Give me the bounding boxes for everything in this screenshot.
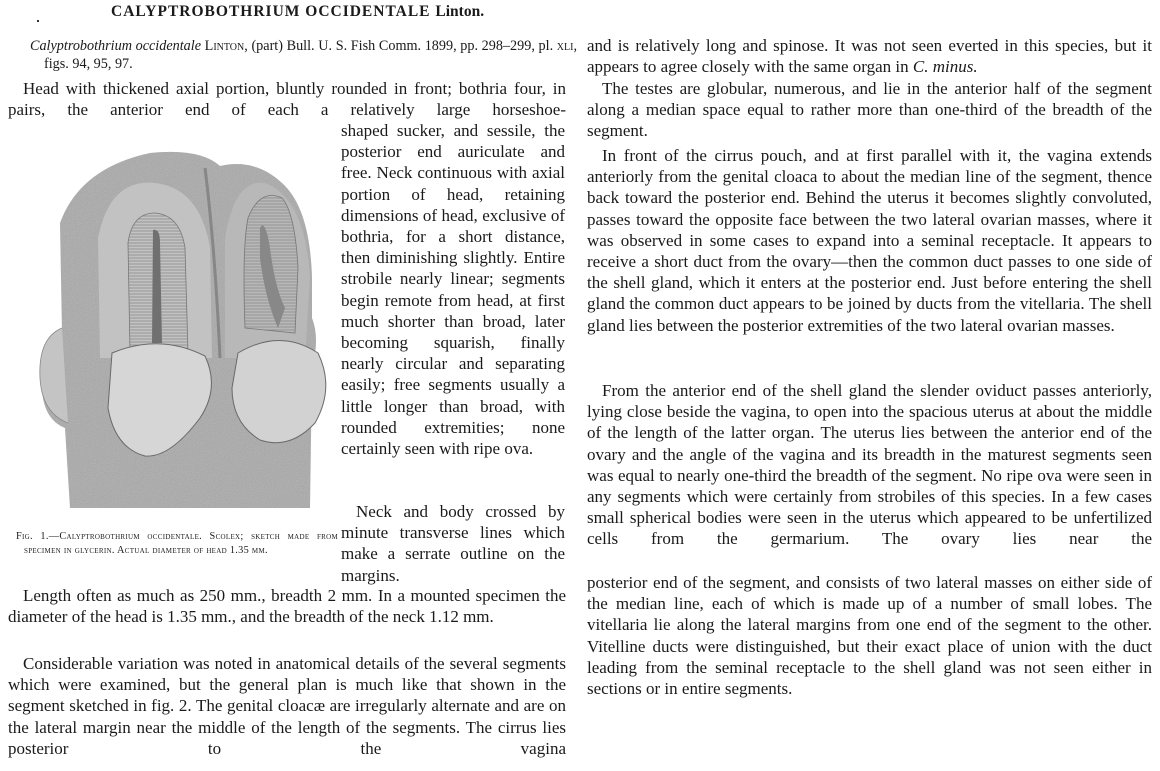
title-text: CALYPTROBOTHRIUM OCCIDENTALE — [111, 3, 431, 20]
scolex-illustration — [20, 128, 330, 508]
anatomy-variation-paragraph — [8, 653, 566, 759]
plate-number: xli — [556, 38, 574, 54]
head-paragraph-full-width: Head with thickened axial portion, bluntly rounded in front; bothria four, in pairs, the anterior end of each a relatively large horseshoe- — [8, 79, 566, 120]
title-author: Linton. — [435, 3, 485, 20]
neck-paragraph: Neck and body crossed by minute transverse lines which make a serrate outline on the margins. — [341, 502, 565, 585]
citation-text: , (part) Bull. U. S. Fish Comm. 1899, pp. 298–299, pl. — [244, 38, 557, 54]
print-speck — [37, 20, 39, 22]
vagina-paragraph — [587, 145, 1152, 336]
cirrus-continued-paragraph — [587, 35, 1152, 77]
synonymy-citation — [30, 37, 577, 73]
cirrus-text-body: and is relatively long and spinose. It was not seen everted in this species, but it appears to agree closely with the same organ in — [587, 36, 1152, 77]
oviduct-paragraph — [587, 380, 1152, 550]
length-text: Length often as much as 250 mm., breadth 2 mm. In a mounted specimen the diameter of the head is 1.35 mm., and the breadth of the neck 1.12 mm. — [8, 586, 566, 627]
citation-author: Linton — [204, 38, 245, 54]
figure-refs: , figs. 94, 95, 97. — [44, 38, 577, 72]
species-ref-italic: C. minus. — [912, 57, 978, 77]
testes-text: The testes are globular, numerous, and lie in the anterior half of the segment along a median space equal to rather more than one-third of the breadth of the segment. — [587, 79, 1152, 141]
head-description-paragraph — [8, 78, 566, 120]
anatomy-variation-text: Considerable variation was noted in anatomical details of the several segments which were examined, but the general plan is much like that shown in the segment sketched in fig. 2. The genital cloacæ are irregularly alternate and are on the lateral margin near the middle of the length of the segments. The cirrus lies posterior to the vagina — [8, 654, 566, 758]
head-paragraph-wrapped: shaped sucker, and sessile, the posterior end auriculate and free. Neck continuous with axial portion of head, retaining dimensions of head, exclusive of bothria, for a short distance, then diminishing slightly. Entire strobile nearly linear; segments begin remote from head, at first much shorter than broad, later becoming squarish, finally nearly circular and separating easily; free segments usually a little longer than broad, with rounded extremities; none certainly seen with ripe ova. — [341, 121, 565, 459]
cirrus-text — [587, 35, 1152, 77]
ovary-paragraph — [587, 572, 1152, 699]
testes-paragraph — [587, 78, 1152, 142]
vagina-text: In front of the cirrus pouch, and at first parallel with it, the vagina extends anteriorly from the genital cloaca to about the median line of the segment, thence back toward the posterior end. Behind the uterus it becomes slightly convoluted, passes toward the opposite face between the two lateral ovarian masses, where it was observed in some cases to expand into a seminal receptacle. It appears to receive a short duct from the ovary—then the common duct passes to one side of the shell gland, which it enters at the posterior end. Just before entering the shell gland the common duct appears to be joined by ducts from the vitellaria. The shell gland lies between the posterior extremities of the two lateral ovarian masses. — [587, 146, 1152, 335]
ovary-text: posterior end of the segment, and consists of two lateral masses on either side of the median line, each of which is made up of a number of small lobes. The vitellaria lie along the lateral margins from one end of the segment to the other. Vitelline ducts were distinguished, but their exact place of union with the duct leading from the seminal receptacle to the shell gland was not seen either in sections or in entire segments. — [587, 573, 1152, 699]
oviduct-text: From the anterior end of the shell gland the slender oviduct passes anteriorly, lying close beside the vagina, to open into the spacious uterus at about the middle of the length of the latter organ. The uterus lies between the anterior end of the ovary and the angle of the vagina and its breadth in the maturest segments seen was equal to nearly one-third the breadth of the segment. No ripe ova were seen in any segments which were certainly from strobiles of this species. In a few cases small spherical bodies were seen in the uterus which appeared to be unfertilized cells from the germarium. The ovary lies near the — [587, 381, 1152, 549]
length-paragraph — [8, 585, 566, 627]
species-title — [111, 3, 484, 21]
figure-scolex — [20, 128, 330, 508]
figure-caption: Fig. 1.—Calyptrobothrium occidentale. Scolex; sketch made from specimen in glycerin. Actual diameter of head 1.35 mm. — [16, 531, 338, 556]
taxon-name: Calyptrobothrium occidentale — [30, 38, 201, 54]
